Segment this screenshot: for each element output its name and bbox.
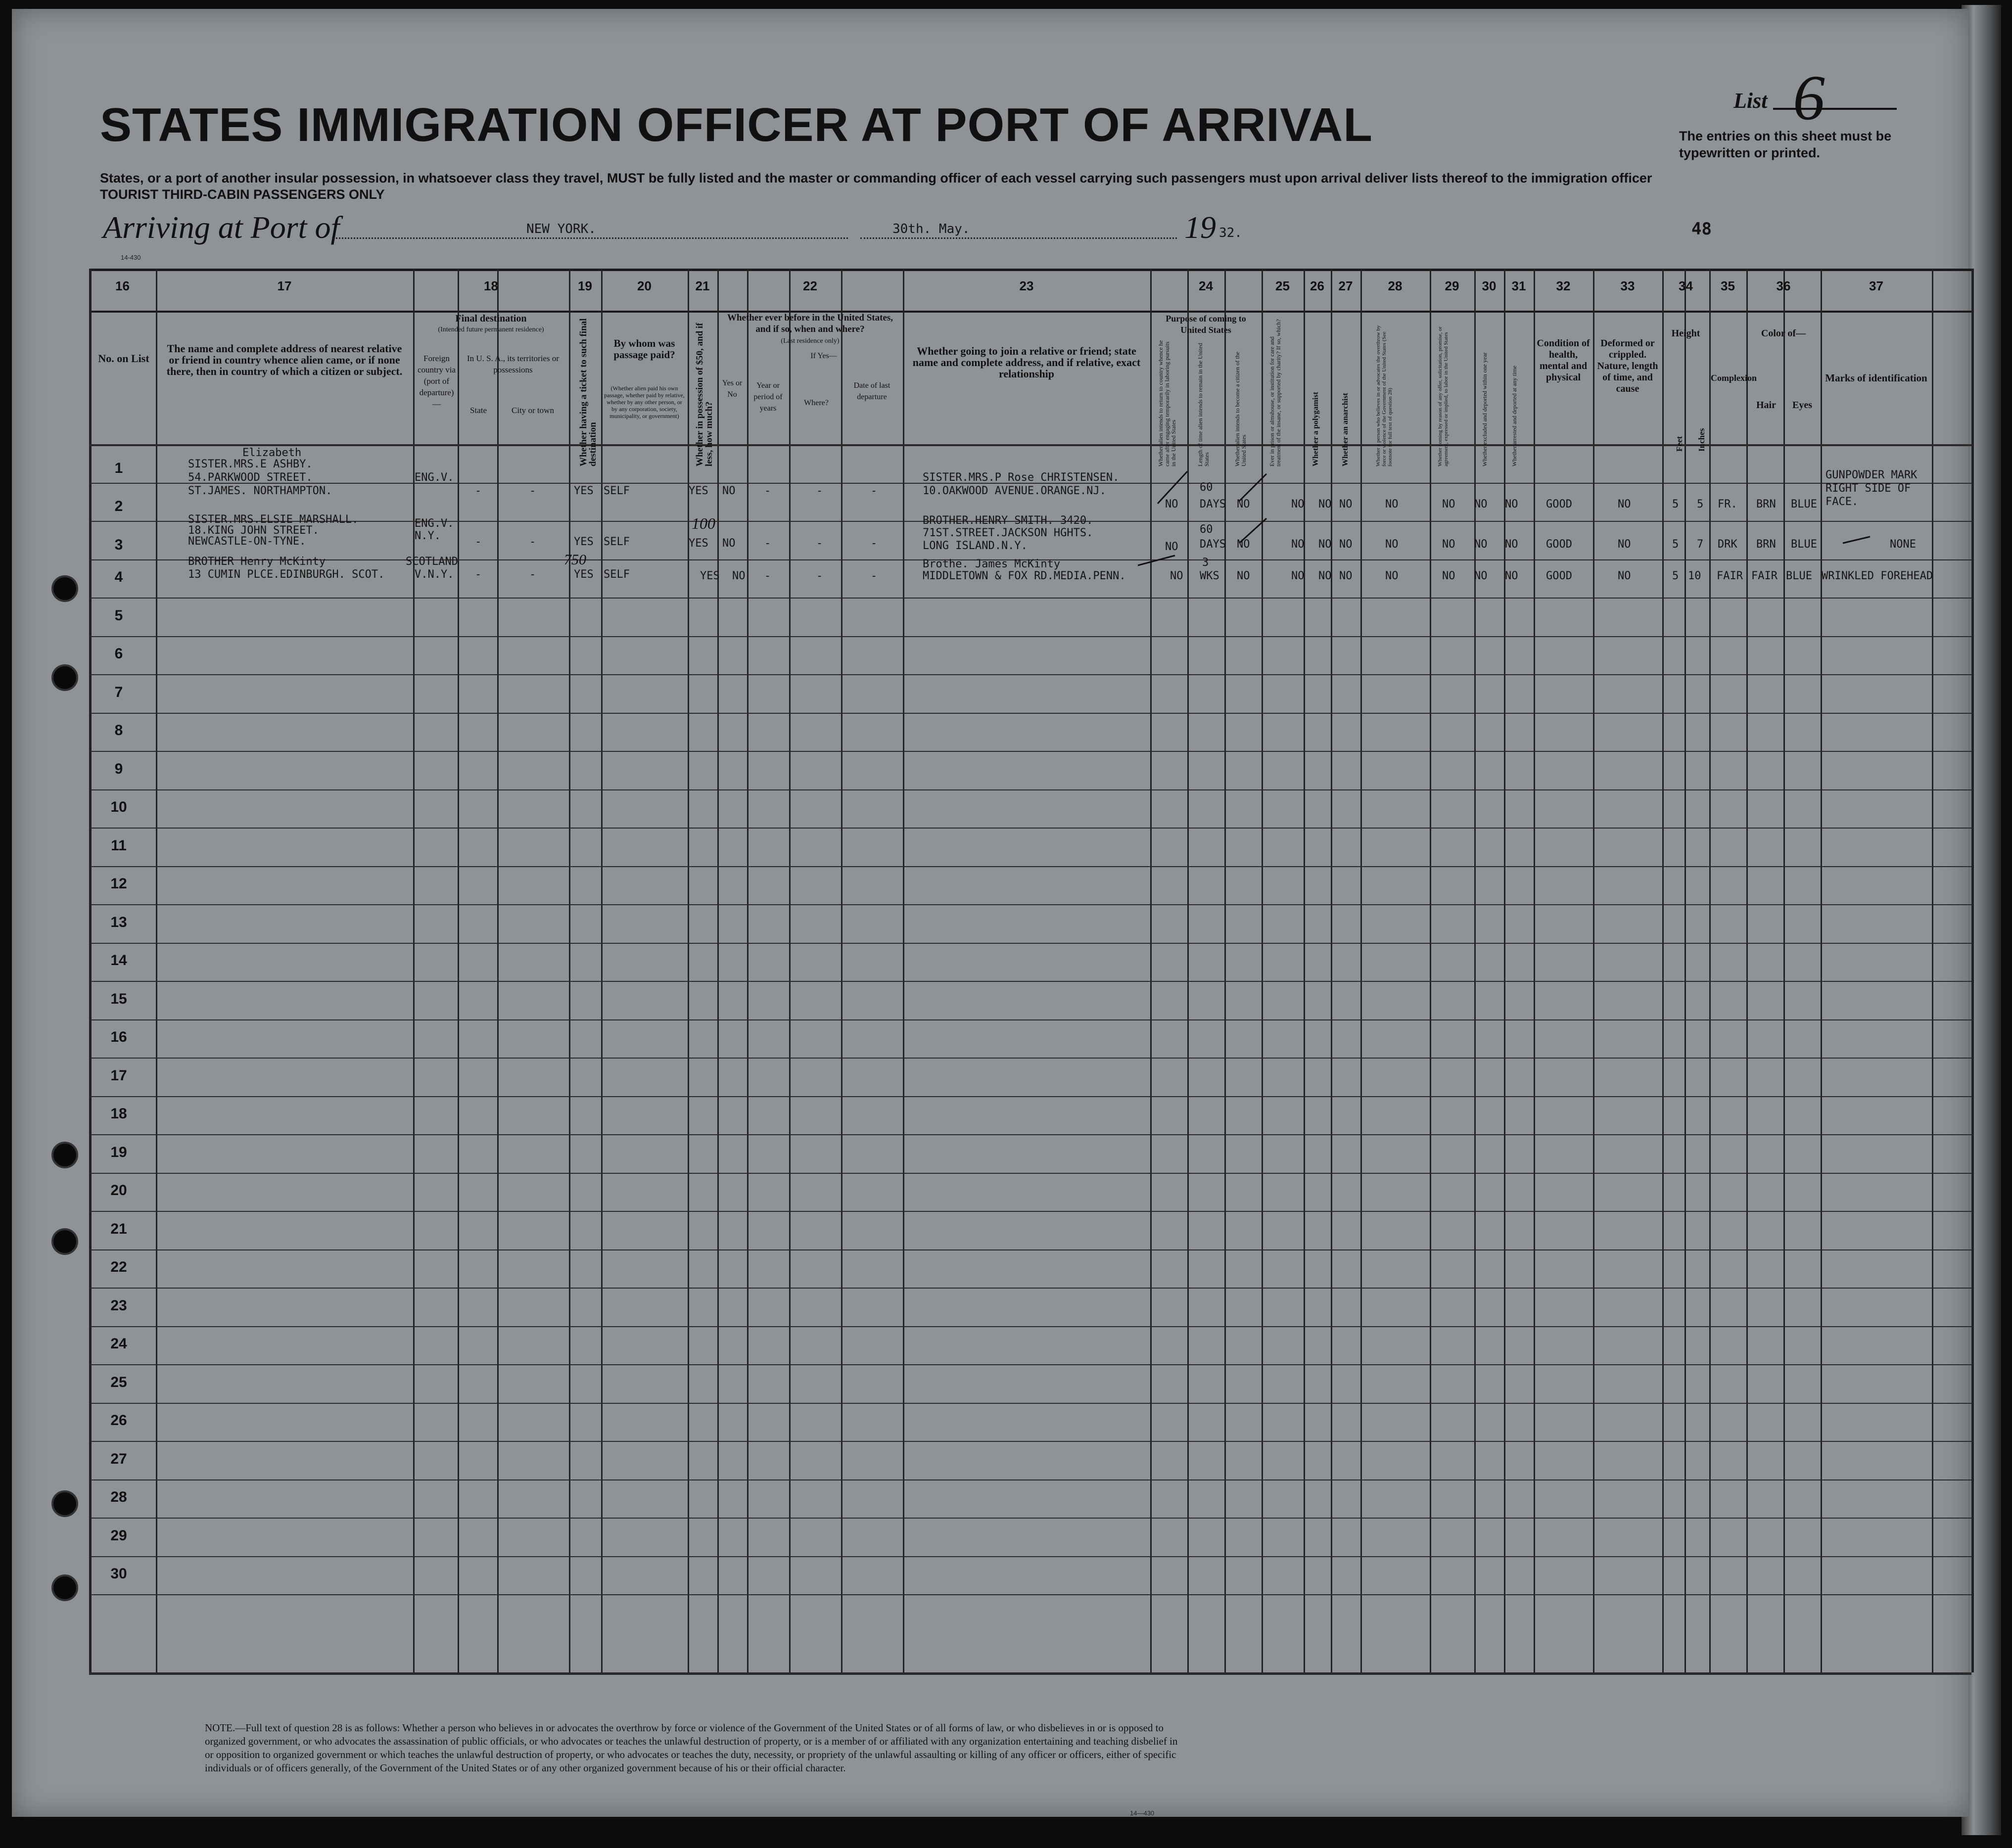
row-number: 25 bbox=[110, 1374, 127, 1390]
header-yes-no: Yes or No bbox=[722, 379, 743, 399]
grid-row-line bbox=[89, 1364, 1971, 1365]
header-color-of: Color of— bbox=[1761, 328, 1806, 339]
col-num-18: 18 bbox=[484, 278, 498, 293]
grid-row-line bbox=[89, 1326, 1971, 1327]
row1-return: NO bbox=[1165, 498, 1178, 510]
col-num-19: 19 bbox=[578, 278, 592, 293]
col-num-22: 22 bbox=[803, 278, 817, 293]
date-value: 30th. May. bbox=[892, 222, 970, 236]
row3-length-unit: WKS bbox=[1200, 570, 1219, 582]
binder-hole-5 bbox=[51, 1490, 78, 1517]
binder-hole-6 bbox=[51, 1574, 78, 1601]
col-num-37: 37 bbox=[1869, 278, 1883, 293]
row3-polygamist: NO bbox=[1318, 570, 1332, 582]
header-joining-relative: Whether going to join a relative or friend; state name and complete address, and if relative, exact relationship bbox=[912, 345, 1141, 380]
row-number: 12 bbox=[110, 876, 127, 892]
grid-row-line bbox=[89, 789, 1971, 790]
row1-money: YES bbox=[689, 485, 708, 497]
col-num-34: 34 bbox=[1679, 278, 1693, 293]
col-num-32: 32 bbox=[1556, 278, 1571, 293]
row2-foreign-port: N.Y. bbox=[415, 530, 441, 542]
row2-deported: NO bbox=[1505, 538, 1518, 551]
row3-period: - bbox=[764, 570, 771, 582]
list-number: 6 bbox=[1793, 62, 1825, 134]
header-anarchist: Whether an anarchist bbox=[1341, 393, 1350, 466]
row1-foreign: ENG.V. bbox=[415, 471, 454, 484]
row3-q28: NO bbox=[1385, 570, 1399, 582]
check-marks bbox=[89, 269, 1971, 615]
row1-health: GOOD bbox=[1546, 498, 1572, 510]
header-purpose-citizen: Whether alien intends to become a citizen of the United States bbox=[1234, 352, 1247, 466]
typewritten-instruction: The entries on this sheet must be typewritten or printed. bbox=[1679, 129, 1892, 160]
header-eyes: Eyes bbox=[1792, 400, 1812, 411]
col-num-33: 33 bbox=[1620, 278, 1635, 293]
col-num-27: 27 bbox=[1338, 278, 1353, 293]
header-foreign-country: Foreign country via (port of departure)— bbox=[418, 354, 456, 409]
row1-q28: NO bbox=[1385, 498, 1399, 510]
header-final-destination-note: (Intended future permanent residence) bbox=[438, 326, 544, 333]
row1-relative-line4: ST.JAMES. NORTHAMPTON. bbox=[188, 485, 332, 497]
row1-relative-line3: 54.PARKWOOD STREET. bbox=[188, 471, 313, 484]
row-number: 20 bbox=[110, 1182, 127, 1199]
col-num-30: 30 bbox=[1482, 278, 1497, 293]
header-city: City or town bbox=[512, 406, 554, 415]
row2-relative-line1: SISTER.MRS.ELSIE MARSHALL. bbox=[188, 513, 359, 526]
header-polygamist: Whether a polygamist bbox=[1311, 392, 1320, 466]
row-number: 6 bbox=[114, 646, 123, 662]
row3-anarchist: NO bbox=[1339, 570, 1353, 582]
header-passage-paid: By whom was passage paid? bbox=[613, 337, 675, 361]
port-value: NEW YORK. bbox=[526, 222, 596, 236]
row3-money: YES bbox=[700, 570, 720, 582]
row-number: 27 bbox=[110, 1450, 127, 1467]
grid-row-line bbox=[89, 636, 1971, 637]
row2-feet: 5 bbox=[1672, 538, 1679, 551]
row2-deformed: NO bbox=[1618, 538, 1631, 551]
header-year-period: Year or period of years bbox=[753, 381, 783, 413]
row-number: 10 bbox=[110, 799, 127, 815]
row1-relative-line2: SISTER.MRS.E ASHBY. bbox=[188, 458, 313, 470]
row3-relative-line2: 13 CUMIN PLCE.EDINBURGH. SCOT. bbox=[188, 568, 385, 581]
row-number: 19 bbox=[110, 1144, 127, 1160]
row2-ticket: YES bbox=[574, 536, 594, 548]
header-no-on-list: No. on List bbox=[98, 352, 149, 365]
row2-inches: 7 bbox=[1697, 538, 1704, 551]
passenger-class: TOURIST THIRD-CABIN PASSENGERS ONLY bbox=[100, 187, 385, 202]
row3-deported: NO bbox=[1505, 570, 1518, 582]
row1-excluded: NO bbox=[1474, 498, 1488, 510]
row2-health: GOOD bbox=[1546, 538, 1572, 551]
row-number: 8 bbox=[114, 722, 123, 739]
row1-before: NO bbox=[722, 485, 736, 497]
row2-relative-line3: NEWCASTLE-ON-TYNE. bbox=[188, 535, 306, 548]
year-prefix: 19 bbox=[1184, 210, 1216, 245]
binder-hole-4 bbox=[51, 1228, 78, 1255]
row3-date: - bbox=[871, 570, 878, 582]
row3-health: GOOD bbox=[1546, 570, 1572, 582]
row1-feet: 5 bbox=[1672, 498, 1679, 510]
col-num-24: 24 bbox=[1199, 278, 1213, 293]
grid-row-line bbox=[89, 1019, 1971, 1020]
row1-anarchist: NO bbox=[1339, 498, 1353, 510]
row2-joining-line1: BROTHER.HENRY SMITH. 3420. bbox=[923, 514, 1093, 527]
row3-state: - bbox=[475, 568, 482, 581]
row2-joining-line3: LONG ISLAND.N.Y. bbox=[923, 540, 1028, 552]
header-in-usa: In U. S. A., its territories or possessions bbox=[467, 354, 560, 374]
header-where: Where? bbox=[804, 399, 829, 407]
header-q28: Whether a person who believes in or advocates the overthrow by force or violence of the Government of the United States (See footnote for full text of question 28) bbox=[1375, 325, 1393, 466]
grid-row-line bbox=[89, 1403, 1971, 1404]
row-number: 22 bbox=[110, 1259, 127, 1275]
col-num-36: 36 bbox=[1776, 278, 1791, 293]
sheet-number: 48 bbox=[1691, 219, 1712, 239]
header-purpose-return: Whether alien intends to return to country whence he came after engaging temporarily in laboring pursuits in the United States bbox=[1157, 340, 1177, 466]
row-number: 23 bbox=[110, 1297, 127, 1314]
row3-ticket: YES bbox=[574, 568, 594, 581]
grid-bottom bbox=[89, 1672, 1971, 1675]
row2-date: - bbox=[871, 537, 878, 550]
row2-joining-line2: 71ST.STREET.JACKSON HGHTS. bbox=[923, 527, 1093, 539]
row1-inches: 5 bbox=[1697, 498, 1704, 510]
header-prison: Ever in prison or almshouse, or institution for care and treatment of the insane, or supported by charity? If so, which? bbox=[1268, 319, 1282, 466]
grid-row-line bbox=[89, 866, 1971, 867]
row-number: 1 bbox=[114, 460, 123, 476]
binder-hole-2 bbox=[51, 664, 78, 691]
row-number: 17 bbox=[110, 1067, 127, 1084]
grid-row-line bbox=[89, 1249, 1971, 1250]
row-number: 3 bbox=[114, 536, 123, 553]
header-money: Whether in possession of $50, and if less, how much? bbox=[695, 323, 714, 466]
row2-hair: BRN bbox=[1756, 538, 1776, 551]
date-dotted-line bbox=[860, 237, 1177, 239]
manifest-table bbox=[89, 269, 1971, 1672]
row2-money-note: 100 bbox=[692, 514, 715, 532]
row3-foreign: SCOTLAND bbox=[406, 555, 458, 568]
header-passage-paid-note: (Whether alien paid his own passage, whether paid by relative, whether by any other person, or by any corporation, society, municipality, or government) bbox=[604, 385, 685, 419]
grid-row-line bbox=[89, 1479, 1971, 1480]
header-before-in-us: Whether ever before in the United States, and if so, when and where? bbox=[727, 313, 893, 334]
row3-citizen: NO bbox=[1237, 570, 1250, 582]
row2-money: YES bbox=[689, 537, 708, 550]
row2-paid-by: SELF bbox=[604, 536, 630, 548]
grid-row-line bbox=[89, 1134, 1971, 1135]
row3-paid-by: SELF bbox=[604, 568, 630, 581]
row-number: 18 bbox=[110, 1106, 127, 1122]
footnote-question-28: NOTE.—Full text of question 28 is as follows: Whether a person who believes in or advocates the overthrow by force or violence of the Government of the United States or of all forms of law, or who disbelieves in or is opposed to organized government, or who advocates the assassination of public officials, or who advocates or teaches the unlawful destruction of property, or is a member of or affiliated with any organization entertaining and teaching disbelief in or opposition to organized government or which teaches the unlawful destruction of property, or who advocates or teaches the duty, necessity, or propriety of the unlawful assaulting or killing of any officer or officers, either of specific individuals or of officers generally, of the Government of the United States or of any other organized government because of his or their official character. bbox=[205, 1722, 1178, 1774]
header-final-destination: Final destination bbox=[455, 313, 527, 324]
row3-length-num: 3 bbox=[1202, 556, 1209, 569]
row1-marks-line1: GUNPOWDER MARK bbox=[1825, 469, 1918, 481]
header-excluded: Whether excluded and deported within one year bbox=[1481, 352, 1488, 466]
row1-citizen: NO bbox=[1237, 498, 1250, 510]
manifest-sheet bbox=[12, 9, 1968, 1817]
row3-where: - bbox=[816, 570, 823, 582]
header-feet: Feet bbox=[1675, 436, 1684, 452]
header-height: Height bbox=[1671, 328, 1700, 339]
row3-eyes: BLUE bbox=[1786, 570, 1812, 582]
row3-city: - bbox=[529, 568, 536, 581]
row-number: 2 bbox=[114, 498, 123, 514]
row-number: 9 bbox=[114, 760, 123, 777]
row-number: 30 bbox=[110, 1566, 127, 1582]
row2-q28: NO bbox=[1385, 538, 1399, 551]
row1-hair: BRN bbox=[1756, 498, 1776, 510]
row1-joining-line1: SISTER.MRS.P Rose CHRISTENSEN. bbox=[923, 471, 1120, 484]
row1-paid-by: SELF bbox=[604, 485, 630, 497]
form-code: 14-430 bbox=[121, 254, 141, 261]
row2-polygamist: NO bbox=[1318, 538, 1332, 551]
row1-marks-line2: RIGHT SIDE OF bbox=[1825, 482, 1911, 495]
row1-period: - bbox=[764, 485, 771, 497]
col-num-29: 29 bbox=[1445, 278, 1459, 293]
row1-date: - bbox=[871, 485, 878, 497]
row3-return: NO bbox=[1170, 570, 1183, 582]
row1-state: - bbox=[475, 485, 482, 497]
row-number: 5 bbox=[114, 607, 123, 624]
header-complexion: Complexion bbox=[1711, 373, 1757, 383]
row2-city: - bbox=[529, 536, 536, 548]
grid-row-line bbox=[89, 904, 1971, 905]
arriving-label: Arriving at Port of bbox=[103, 210, 340, 245]
row2-return: NO bbox=[1165, 541, 1178, 553]
row3-foreign-port: V.N.Y. bbox=[415, 568, 454, 581]
year-suffix: 32. bbox=[1219, 226, 1242, 240]
grid-row-line bbox=[89, 981, 1971, 982]
row2-foreign: ENG.V. bbox=[415, 517, 454, 530]
row-number: 26 bbox=[110, 1412, 127, 1429]
col-num-25: 25 bbox=[1275, 278, 1290, 293]
row3-excluded: NO bbox=[1474, 570, 1488, 582]
grid-row-line bbox=[89, 1441, 1971, 1442]
row2-length-unit: DAYS bbox=[1200, 538, 1226, 551]
row1-labor: NO bbox=[1442, 498, 1455, 510]
header-deformed: Deformed or crippled. Nature, length of time, and cause bbox=[1597, 338, 1658, 394]
header-health: Condition of health, mental and physical bbox=[1537, 338, 1590, 383]
row1-prison: NO bbox=[1291, 498, 1305, 510]
col-num-21: 21 bbox=[695, 278, 710, 293]
col-num-20: 20 bbox=[637, 278, 652, 293]
grid-row-line bbox=[89, 828, 1971, 829]
row1-ticket: YES bbox=[574, 485, 594, 497]
binder-hole-3 bbox=[51, 1142, 78, 1168]
row3-before: NO bbox=[732, 570, 746, 582]
col-num-23: 23 bbox=[1019, 278, 1034, 293]
grid-vertical-line bbox=[1971, 269, 1974, 1672]
row2-marks: NONE bbox=[1890, 538, 1916, 551]
row3-marks: WRINKLED FOREHEAD bbox=[1822, 570, 1933, 582]
header-arrested: Whether arrested and deported at any time bbox=[1511, 366, 1518, 466]
row3-feet: 5 bbox=[1672, 570, 1679, 582]
list-underline bbox=[1773, 108, 1897, 110]
header-marks: Marks of identification bbox=[1825, 372, 1927, 384]
row3-joining-line2: MIDDLETOWN & FOX RD.MEDIA.PENN. bbox=[923, 570, 1126, 582]
row2-period: - bbox=[764, 537, 771, 550]
row2-complexion: DRK bbox=[1718, 538, 1737, 551]
header-purpose: Purpose of coming to United States bbox=[1166, 314, 1246, 335]
row3-ticket-note: 750 bbox=[564, 552, 586, 568]
row3-prison: NO bbox=[1291, 570, 1305, 582]
row1-length-num: 60 bbox=[1200, 481, 1213, 494]
row1-deported: NO bbox=[1505, 498, 1518, 510]
footnote-form-code: 14—430 bbox=[1130, 1809, 1155, 1817]
page-title: STATES IMMIGRATION OFFICER AT PORT OF ARRIVAL bbox=[100, 98, 1373, 151]
row2-length-num: 60 bbox=[1200, 523, 1213, 536]
row3-labor: NO bbox=[1442, 570, 1455, 582]
grid-row-line bbox=[89, 1556, 1971, 1557]
row3-joining-line1: Brothe. James McKinty bbox=[923, 558, 1061, 570]
header-date-departure: Date of last departure bbox=[853, 381, 890, 401]
col-num-16: 16 bbox=[115, 278, 130, 293]
row-number: 14 bbox=[110, 952, 127, 969]
col-num-17: 17 bbox=[277, 278, 292, 293]
row1-length-unit: DAYS bbox=[1200, 498, 1226, 510]
row2-where: - bbox=[816, 537, 823, 550]
row1-where: - bbox=[816, 485, 823, 497]
row1-city: - bbox=[529, 485, 536, 497]
col-num-35: 35 bbox=[1721, 278, 1735, 293]
grid-row-line bbox=[89, 1518, 1971, 1519]
row-number: 13 bbox=[110, 914, 127, 930]
grid-row-line bbox=[89, 751, 1971, 752]
row1-joining-line2: 10.OAKWOOD AVENUE.ORANGE.NJ. bbox=[923, 485, 1106, 497]
header-relative-address: The name and complete address of nearest relative or friend in country whence alien came, or if none there, then in country of which a citizen or subject. bbox=[166, 342, 403, 377]
row2-excluded: NO bbox=[1474, 538, 1488, 551]
grid-row-line bbox=[89, 1211, 1971, 1212]
header-if-yes: If Yes— bbox=[810, 352, 837, 360]
row1-deformed: NO bbox=[1618, 498, 1631, 510]
col-num-31: 31 bbox=[1511, 278, 1526, 293]
row3-relative-line1: BROTHER Henry McKinty bbox=[188, 555, 326, 568]
row1-marks-line3: FACE. bbox=[1825, 496, 1859, 508]
col-num-28: 28 bbox=[1388, 278, 1403, 293]
row-number: 15 bbox=[110, 990, 127, 1007]
row3-hair: FAIR bbox=[1751, 570, 1778, 582]
header-before-note: (Last residence only) bbox=[781, 337, 840, 345]
row2-anarchist: NO bbox=[1339, 538, 1353, 551]
grid-row-line bbox=[89, 943, 1971, 944]
row2-labor: NO bbox=[1442, 538, 1455, 551]
row3-complexion: FAIR bbox=[1717, 570, 1743, 582]
list-label: List bbox=[1733, 89, 1768, 113]
row2-prison: NO bbox=[1291, 538, 1305, 551]
row3-deformed: NO bbox=[1618, 570, 1631, 582]
row2-relative-line2: 18.KING JOHN STREET. bbox=[188, 524, 319, 537]
row-number: 7 bbox=[114, 684, 123, 700]
row1-polygamist: NO bbox=[1318, 498, 1332, 510]
port-dotted-line bbox=[333, 237, 848, 239]
row-number: 11 bbox=[111, 837, 127, 854]
states-instruction: States, or a port of another insular possession, in whatsoever class they travel, MUST be fully listed and the master or commanding officer of each vessel carrying such passengers must upon arrival deliver lists thereof to the immigration officer bbox=[100, 171, 1652, 185]
row2-eyes: BLUE bbox=[1791, 538, 1817, 551]
header-purpose-length: Length of time alien intends to remain in the United States bbox=[1197, 343, 1210, 466]
grid-row-line bbox=[89, 1096, 1971, 1097]
row3-inches: 10 bbox=[1688, 570, 1701, 582]
grid-row-line bbox=[89, 1594, 1971, 1595]
grid-row-line bbox=[89, 1058, 1971, 1059]
header-ticket: Whether having a ticket to such final destination bbox=[578, 318, 598, 466]
row1-eyes: BLUE bbox=[1791, 498, 1817, 510]
header-labor-offer: Whether coming by reason of any offer, solicitation, promise, or agreement, expressed or implied, to labor in the United States bbox=[1437, 326, 1449, 466]
row1-relative-line1: Elizabeth bbox=[242, 447, 302, 459]
binder-hole-1 bbox=[51, 575, 78, 602]
header-hair: Hair bbox=[1756, 400, 1776, 411]
row-number: 29 bbox=[110, 1527, 127, 1544]
row2-before: NO bbox=[722, 537, 736, 550]
header-state: State bbox=[470, 406, 487, 415]
row-number: 28 bbox=[110, 1489, 127, 1505]
grid-row-line bbox=[89, 1173, 1971, 1174]
grid-row-line bbox=[89, 1288, 1971, 1289]
grid-row-line bbox=[89, 713, 1971, 714]
row1-complexion: FR. bbox=[1718, 498, 1737, 510]
row-number: 16 bbox=[110, 1029, 127, 1045]
row-number: 24 bbox=[110, 1336, 127, 1352]
col-num-26: 26 bbox=[1310, 278, 1324, 293]
row-number: 21 bbox=[110, 1220, 127, 1237]
row2-citizen: NO bbox=[1237, 538, 1250, 551]
header-inches: Inches bbox=[1697, 428, 1706, 452]
grid-row-line bbox=[89, 674, 1971, 675]
row-number: 4 bbox=[114, 569, 123, 585]
row2-state: - bbox=[475, 536, 482, 548]
